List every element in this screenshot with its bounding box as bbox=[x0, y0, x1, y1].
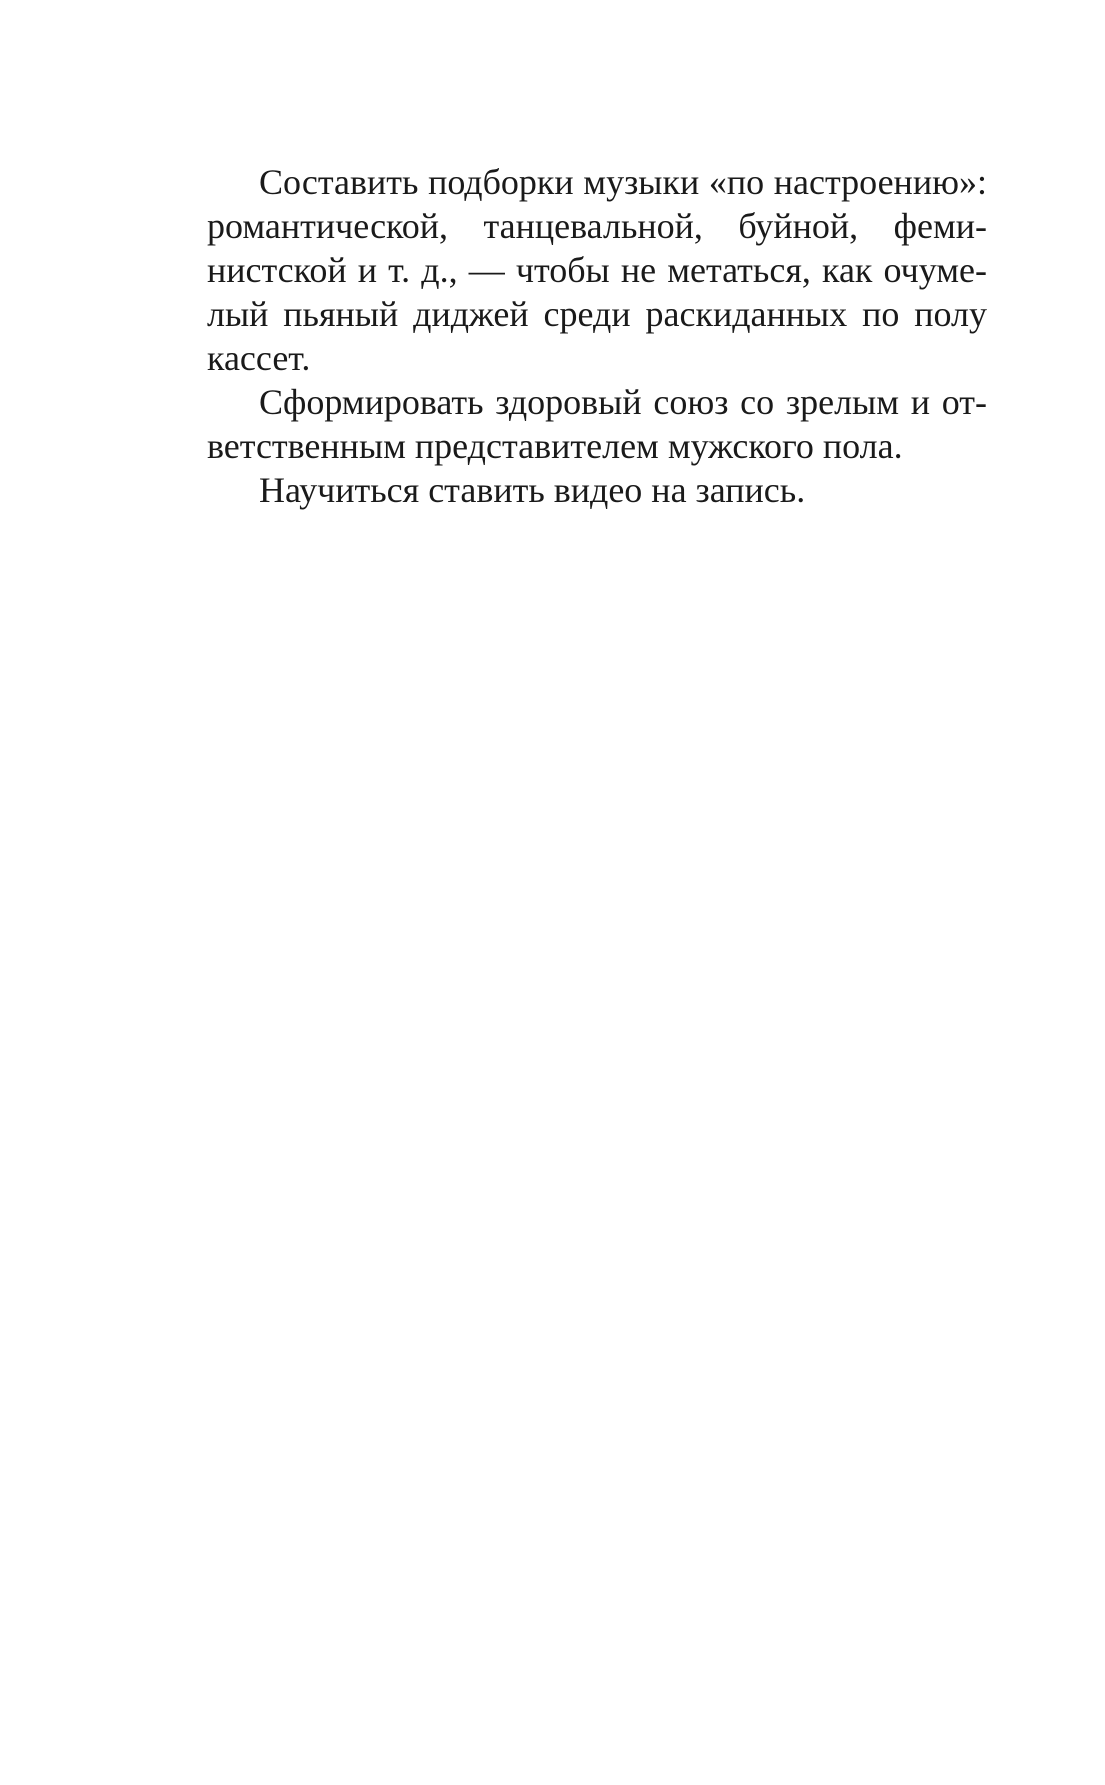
body-text bbox=[207, 160, 987, 512]
text-line: нистской и т. д., — чтобы не метаться, как очуме- bbox=[207, 250, 987, 290]
text-line: лый пьяный диджей среди раскиданных по полу bbox=[207, 294, 987, 334]
paragraph-healthy-union bbox=[207, 380, 987, 468]
text-line: ветственным представителем мужского пола. bbox=[207, 426, 903, 466]
paragraph-video-recording bbox=[207, 468, 987, 512]
text-line: романтической, танцевальной, буйной, феми- bbox=[207, 206, 987, 246]
text-line: кассет. bbox=[207, 338, 311, 378]
paragraph-music-playlists bbox=[207, 160, 987, 380]
text-line: Научиться ставить видео на запись. bbox=[259, 470, 806, 510]
text-line: Составить подборки музыки «по настроению»: bbox=[259, 162, 987, 202]
text-line: Сформировать здоровый союз со зрелым и от- bbox=[259, 382, 987, 422]
